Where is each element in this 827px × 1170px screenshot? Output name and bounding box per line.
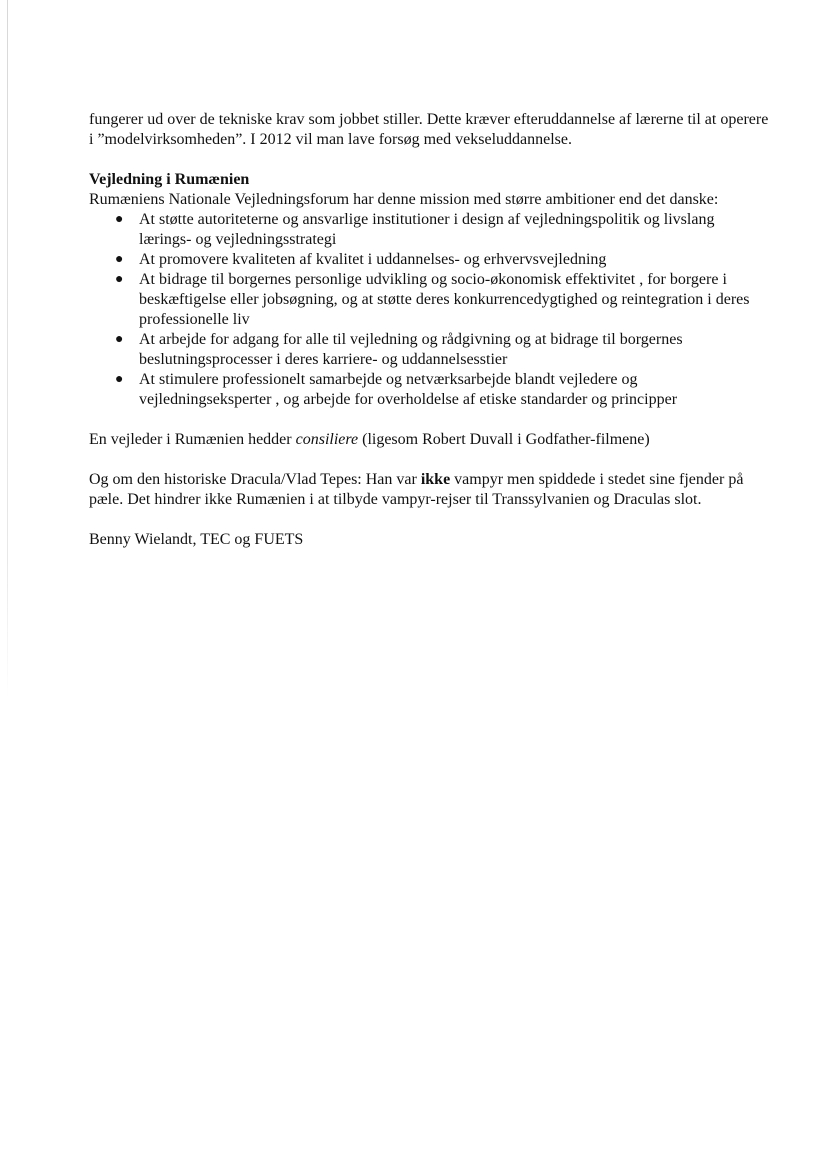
consiliere-text-before: En vejleder i Rumænien hedder [89, 431, 296, 448]
document-body [89, 110, 769, 550]
list-item [89, 270, 769, 330]
consiliere-text-after: (ligesom Robert Duvall i Godfather-filmene) [358, 431, 650, 448]
list-item [89, 370, 769, 410]
scan-edge-line [7, 0, 8, 700]
list-item [89, 210, 769, 250]
bullet-icon: ● [115, 372, 124, 387]
list-item-text: At stimulere professionelt samarbejde og netværksarbejde blandt vejledere og vejledningseksperter , og arbejde for overholdelse af etiske standarder og principper [139, 371, 678, 408]
dracula-text-after: vampyr men spiddede i stedet sine fjender på pæle. Det hindrer ikke Rumænien i at tilbyde vampyr-rejser til Transsylvanien og Draculas slot. [89, 471, 744, 508]
dracula-text-before: Og om den historiske Dracula/Vlad Tepes: Han var [89, 471, 421, 488]
dracula-emphasis: ikke [420, 471, 451, 488]
list-item-text: At arbejde for adgang for alle til vejledning og rådgivning og at bidrage til borgernes beslutningsprocesser i deres karriere- og uddannelsesstier [139, 331, 683, 368]
mission-list [89, 210, 769, 410]
signature: Benny Wielandt, TEC og FUETS [89, 531, 304, 548]
bullet-icon: ● [115, 332, 124, 347]
list-item-text: At promovere kvaliteten af kvalitet i uddannelses- og erhvervsvejledning [139, 251, 607, 268]
bullet-icon: ● [115, 212, 124, 227]
intro-paragraph: fungerer ud over de tekniske krav som jobbet stiller. Dette kræver efteruddannelse af lærerne til at operere i ”modelvirksomheden”. I 2012 vil man lave forsøg med vekseluddannelse. [89, 111, 769, 148]
dracula-paragraph [89, 470, 769, 510]
list-item [89, 330, 769, 370]
consiliere-term: consiliere [295, 431, 359, 448]
list-item-text: At støtte autoriteterne og ansvarlige institutioner i design af vejledningspolitik og livslang lærings- og vejledningsstrategi [139, 211, 715, 248]
section-lead: Rumæniens Nationale Vejledningsforum har denne mission med større ambitioner end det danske: [89, 191, 719, 208]
bullet-icon: ● [115, 272, 124, 287]
bullet-icon: ● [115, 252, 124, 267]
list-item [89, 250, 769, 270]
section-heading: Vejledning i Rumænien [89, 171, 250, 188]
list-item-text: At bidrage til borgernes personlige udvikling og socio-økonomisk effektivitet , for borgere i beskæftigelse eller jobsøgning, og at støtte deres konkurrencedygtighed og reintegration i deres professionelle liv [139, 271, 750, 328]
consiliere-paragraph [89, 430, 769, 450]
